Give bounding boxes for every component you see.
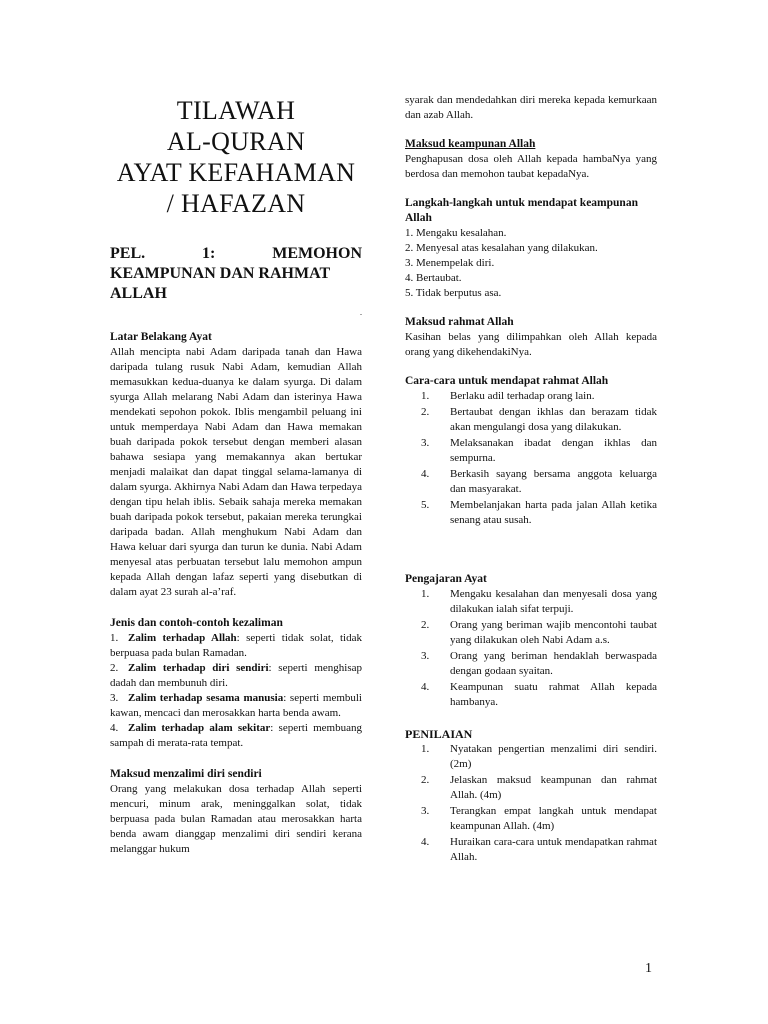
list-item: 3. Terangkan empat langkah untuk mendapat keampunan Allah. (4m) [421, 805, 657, 832]
list-item: 2. Jelaskan maksud keampunan dan rahmat Allah. (4m) [421, 774, 657, 801]
page-number: 1 [645, 961, 652, 976]
zalim-list [110, 631, 362, 751]
langkah-heading: Langkah-langkah untuk mendapat keampunan Allah [405, 197, 638, 224]
keampunan-text: Penghapusan dosa oleh Allah kepada hambaNya yang berdosa dan memohon taubat kepadaNya. [405, 153, 657, 180]
list-item: 1. Berlaku adil terhadap orang lain. [421, 390, 595, 402]
lesson-heading [110, 244, 362, 304]
list-item: 1. Zalim terhadap Allah: seperti tidak solat, tidak berpuasa pada bulan Ramadan. [110, 632, 362, 659]
list-item: 3. Menempelak diri. [405, 257, 495, 269]
lesson-word: MEMOHON [272, 245, 362, 262]
continued-text: syarak dan mendedahkan diri mereka kepada kemurkaan dan azab Allah. [405, 94, 657, 121]
pengajaran-list [405, 587, 657, 710]
list-item: 2. Zalim terhadap diri sendiri: seperti menghisap dadah dan membunuh diri. [110, 662, 362, 689]
list-item: 2. Menyesal atas kesalahan yang dilakukan. [405, 242, 598, 254]
list-item: 4. Keampunan suatu rahmat Allah kepada hambanya. [421, 681, 657, 708]
stray-mark: . [360, 308, 362, 317]
penilaian-heading: PENILAIAN [405, 727, 473, 741]
cara-list [405, 389, 657, 528]
list-item: 4. Bertaubat. [405, 272, 462, 284]
list-item: 2. Orang yang beriman wajib mencontohi taubat yang dilakukan oleh Nabi Adam a.s. [421, 619, 657, 646]
right-column [405, 93, 657, 866]
title-line: / HAFAZAN [166, 189, 306, 218]
latar-heading: Latar Belakang Ayat [110, 331, 212, 343]
list-item: 5. Membelanjakan harta pada jalan Allah ketika senang atau susah. [421, 499, 657, 526]
list-item: 1. Mengaku kesalahan. [405, 227, 507, 239]
list-item: 2. Bertaubat dengan ikhlas dan berazam tidak akan mengulangi dosa yang dilakukan. [421, 406, 657, 433]
list-item: 1. Mengaku kesalahan dan menyesali dosa yang dilakukan ialah sifat terpuji. [421, 588, 657, 615]
lesson-line: KEAMPUNAN DAN RAHMAT [110, 265, 331, 282]
keampunan-heading: Maksud keampunan Allah [405, 138, 536, 150]
lesson-number: 1: [202, 245, 216, 262]
rahmat-heading: Maksud rahmat Allah [405, 316, 514, 328]
list-item: 3. Orang yang beriman hendaklah berwaspada dengan godaan syaitan. [421, 650, 657, 677]
menzalimi-text: Orang yang melakukan dosa terhadap Allah seperti mencuri, minum arak, meninggalkan solat, tidak berpuasa pada bulan Ramadan atau merosakkan harta benda awam dianggap menzalimi diri sendiri kerana melanggar hukum [110, 783, 362, 855]
list-item: 3. Zalim terhadap sesama manusia: seperti membuli kawan, mencaci dan merosakkan harta benda awam. [110, 692, 362, 719]
list-item: 3. Melaksanakan ibadat dengan ikhlas dan sempurna. [421, 437, 657, 464]
rahmat-text: Kasihan belas yang dilimpahkan oleh Allah kepada orang yang dikehendakiNya. [405, 331, 657, 358]
penilaian-list [405, 742, 657, 865]
zalim-heading: Jenis dan contoh-contoh kezaliman [110, 617, 283, 629]
title-line: AYAT KEFAHAMAN [116, 158, 356, 187]
title-line: TILAWAH [176, 96, 296, 125]
list-item: 5. Tidak berputus asa. [405, 287, 502, 299]
list-item: 4. Zalim terhadap alam sekitar: seperti membuang sampah di merata-rata tempat. [110, 722, 362, 749]
list-item: 1. Nyatakan pengertian menzalimi diri sendiri. (2m) [421, 743, 657, 770]
lesson-line: ALLAH [110, 285, 167, 302]
menzalimi-heading: Maksud menzalimi diri sendiri [110, 768, 262, 780]
title-line: AL-QURAN [166, 127, 306, 156]
cara-heading: Cara-cara untuk mendapat rahmat Allah [405, 375, 609, 387]
pengajaran-heading: Pengajaran Ayat [405, 573, 487, 585]
list-item: 4. Berkasih sayang bersama anggota keluarga dan masyarakat. [421, 468, 657, 495]
lesson-label: PEL. [110, 245, 146, 262]
list-item: 4. Huraikan cara-cara untuk mendapatkan rahmat Allah. [421, 836, 657, 863]
document-title [110, 95, 362, 219]
langkah-list [405, 226, 657, 301]
left-column [110, 95, 362, 857]
latar-text: Allah mencipta nabi Adam daripada tanah dan Hawa daripada tulang rusuk Nabi Adam, kemudian Allah memasukkan kedua-duanya ke dalam syurga. Di dalam syurga Allah melarang Nabi Adam dan isterinya Hawa mendekati sepohon pokok. Iblis mengambil peluang ini untuk memperdaya Nabi Adam dan Hawa memakan buah daripada pokok tersebut dengan memberi alasan bahawa sesiapa yang memakannya akan bertukar menjadi malaikat dan dapat tinggal selama-lamanya di dalam syurga. Akhirnya Nabi Adam dan Hawa terpedaya dengan tipu helah iblis. Sebaik sahaja mereka memakan buah daripada pokok tersebut, pakaian mereka terungkai daripada badan. Allah menghukum Nabi Adam dan Hawa keluar dari syurga dan turun ke dunia. Nabi Adam menyesal atas perbuatan tersebut lalu memohon ampun kepada Allah dengan lafaz seperti yang disebutkan di dalam ayat 23 surah al-a’raf. [110, 346, 362, 598]
